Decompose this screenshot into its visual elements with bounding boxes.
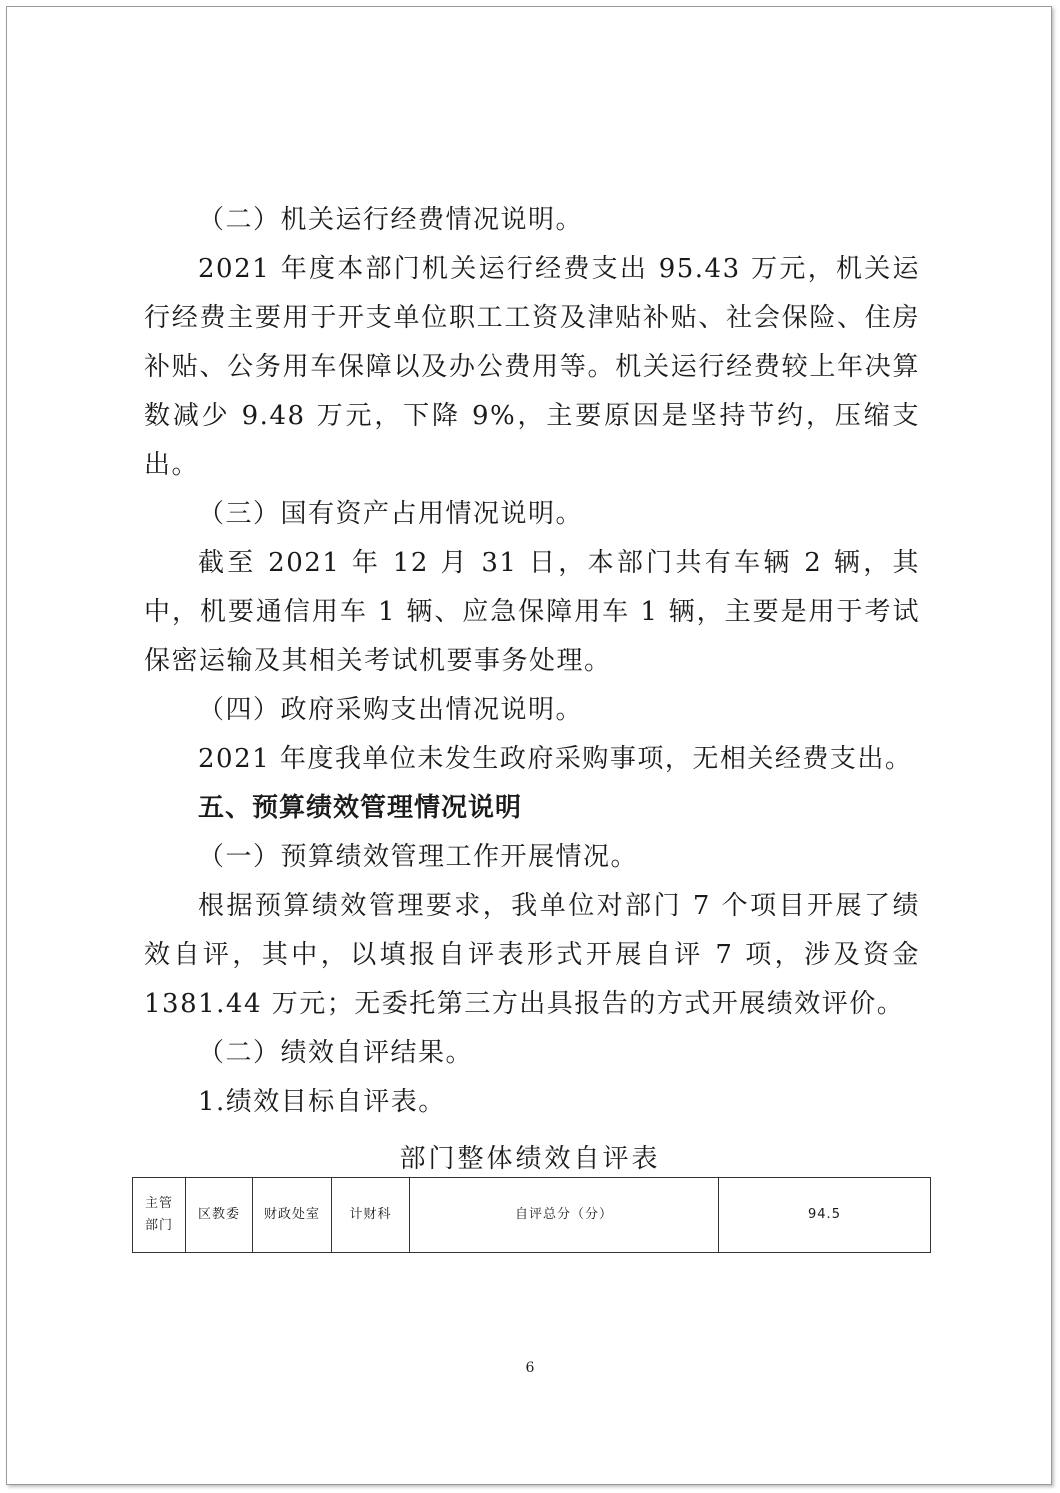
- body-paragraph-self-eval: 1.绩效目标自评表。: [198, 1087, 446, 1117]
- table-row: [133, 1178, 931, 1253]
- document-body: [144, 196, 920, 1127]
- cell-score-label: 自评总分（分）: [410, 1178, 719, 1253]
- cell-dept-value: 区教委: [186, 1178, 253, 1253]
- section-heading-5: 五、预算绩效管理情况说明: [198, 793, 523, 823]
- self-evaluation-table: [132, 1177, 931, 1253]
- body-paragraph-operating-costs: 2021 年度本部门机关运行经费支出 95.43 万元，机关运行经费主要用于开支单位职工工资及津贴补贴、社会保险、住房补贴、公务用车保障以及办公费用等。机关运行经费较上年决算数减少 9.48 万元，下降 9%，主要原因是坚持节约，压缩支出。: [144, 254, 920, 480]
- cell-finance-label: 财政处室: [253, 1178, 332, 1253]
- cell-finance-value: 计财科: [332, 1178, 410, 1253]
- subsection-heading-1: （一）预算绩效管理工作开展情况。: [198, 842, 639, 872]
- subsection-heading-2: （二）机关运行经费情况说明。: [198, 205, 584, 235]
- subsection-heading-results: （二）绩效自评结果。: [198, 1038, 474, 1068]
- table-title: 部门整体绩效自评表: [399, 1144, 661, 1174]
- cell-dept-label: 主管部门: [133, 1178, 186, 1253]
- body-paragraph-procurement: 2021 年度我单位未发生政府采购事项，无相关经费支出。: [198, 744, 913, 774]
- page-number: 6: [525, 1360, 535, 1376]
- subsection-heading-4: （四）政府采购支出情况说明。: [198, 695, 584, 725]
- body-paragraph-performance: 根据预算绩效管理要求，我单位对部门 7 个项目开展了绩效自评，其中，以填报自评表形式开展自评 7 项，涉及资金 1381.44 万元；无委托第三方出具报告的方式开展绩效评价。: [144, 891, 920, 1019]
- cell-score-value: 94.5: [719, 1178, 931, 1253]
- subsection-heading-3: （三）国有资产占用情况说明。: [198, 499, 584, 529]
- body-paragraph-assets: 截至 2021 年 12 月 31 日，本部门共有车辆 2 辆，其中，机要通信用车 1 辆、应急保障用车 1 辆，主要是用于考试保密运输及其相关考试机要事务处理。: [144, 548, 920, 676]
